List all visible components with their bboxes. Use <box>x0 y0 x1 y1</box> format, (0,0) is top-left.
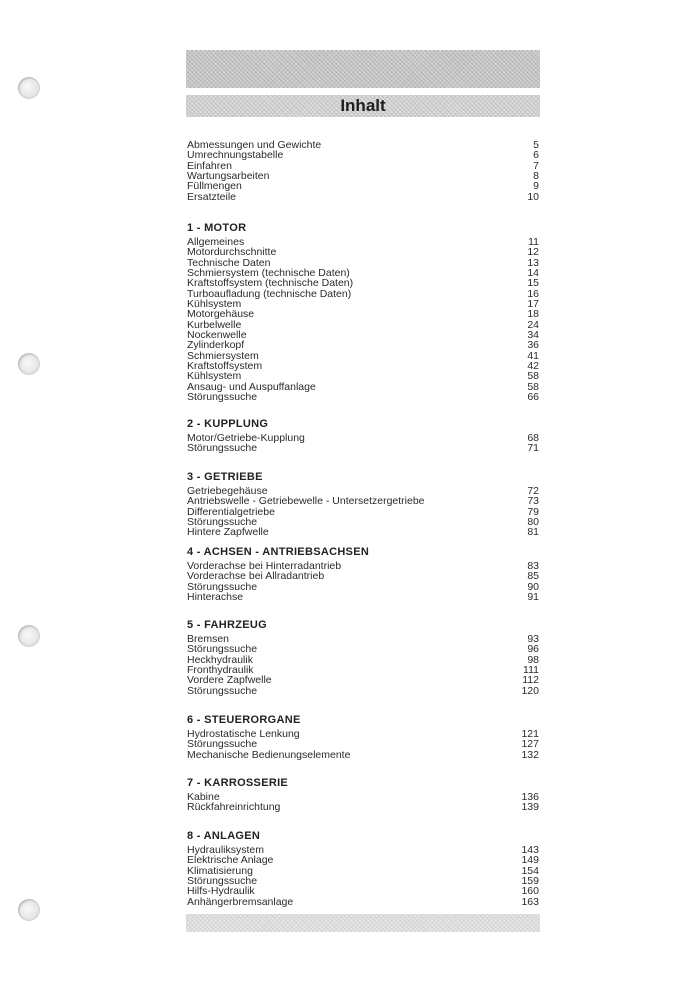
toc-entry-label: Störungssuche <box>187 875 258 888</box>
page-title: Inhalt <box>340 96 386 115</box>
toc-entry-page: 11 <box>528 236 539 248</box>
toc-entry-page: 13 <box>527 256 539 269</box>
toc-entry-label: Ersatzteile <box>187 190 237 203</box>
toc-entry-page: 79 <box>527 505 539 518</box>
toc-entry <box>187 443 539 453</box>
toc-entry-label: Umrechnungstabelle <box>187 149 284 162</box>
toc-entry-page: 5 <box>533 139 539 151</box>
toc-entry-page: 14 <box>527 267 539 280</box>
toc-entry-label: Kühlsystem <box>187 298 242 311</box>
toc-entry-page: 159 <box>521 875 539 888</box>
toc-entry-page: 132 <box>521 748 539 761</box>
toc-entry-page: 90 <box>527 580 539 593</box>
toc-entry-label: Motorgehäuse <box>187 308 255 321</box>
toc-entry-page: 72 <box>527 485 539 497</box>
toc-entry-page: 10 <box>527 190 539 203</box>
toc-entry-page: 91 <box>527 591 539 604</box>
toc-entry-page: 112 <box>522 674 539 687</box>
toc-entry-label: Störungssuche <box>187 738 258 751</box>
toc-entry-page: 24 <box>527 318 539 331</box>
toc-entry-label: Füllmengen <box>187 180 242 193</box>
toc-entry-page: 17 <box>527 298 539 311</box>
toc-entry-label: Störungssuche <box>187 391 258 404</box>
toc-entry <box>187 527 539 537</box>
toc-entry-label: Mechanische Bedienungselemente <box>187 748 351 761</box>
toc-entry <box>187 750 539 760</box>
toc-entry-page: 98 <box>527 653 539 666</box>
toc-section-getriebe <box>187 470 539 538</box>
toc-entry-page: 80 <box>527 516 539 529</box>
toc-entry-label: Einfahren <box>187 159 232 172</box>
toc-section-kupplung <box>187 417 539 454</box>
toc-entry-label: Nockenwelle <box>187 329 247 342</box>
header-pattern-bar <box>186 50 540 88</box>
toc-section-fahrzeug <box>187 618 539 696</box>
binder-hole <box>18 77 40 99</box>
section-heading: 2 - KUPPLUNG <box>187 418 269 430</box>
toc-entry-label: Hinterachse <box>187 591 244 604</box>
toc-entry-page: 111 <box>523 664 539 677</box>
toc-entry-page: 85 <box>527 570 539 583</box>
toc-entry-page: 81 <box>527 526 539 539</box>
toc-entry <box>187 192 539 202</box>
toc-entry-label: Klimatisierung <box>187 864 253 877</box>
toc-entry-page: 16 <box>527 287 539 300</box>
toc-entry-label: Getriebegehäuse <box>187 485 268 497</box>
toc-entry-label: Fronthydraulik <box>187 664 254 677</box>
section-heading: 6 - STEUERORGANE <box>187 714 301 726</box>
toc-entry-label: Vorderachse bei Hinterradantrieb <box>187 560 342 572</box>
toc-entry-page: 7 <box>533 159 539 172</box>
toc-entry <box>187 897 539 907</box>
toc-entry-label: Abmessungen und Gewichte <box>187 139 322 151</box>
toc-entry <box>187 181 539 191</box>
toc-entry-label: Hydrauliksystem <box>187 844 265 856</box>
toc-entry-label: Störungssuche <box>187 580 258 593</box>
toc-entry-label: Kurbelwelle <box>187 318 242 331</box>
toc-entry-label: Zylinderkopf <box>187 339 245 352</box>
toc-entry-label: Antriebswelle - Getriebewelle - Untersetzergetriebe <box>187 495 425 508</box>
toc-section-anlagen <box>187 829 539 907</box>
toc-entry-page: 15 <box>527 277 539 290</box>
toc-entry-label: Allgemeines <box>187 236 245 248</box>
section-heading: 1 - MOTOR <box>187 222 247 234</box>
toc-entry-label: Vordere Zapfwelle <box>187 674 272 687</box>
toc-entry-page: 42 <box>527 360 539 373</box>
toc-entry <box>187 392 539 402</box>
toc-entry-label: Kabine <box>187 791 220 803</box>
binder-hole <box>18 899 40 921</box>
section-heading: 8 - ANLAGEN <box>187 830 261 842</box>
section-heading: 5 - FAHRZEUG <box>187 619 267 631</box>
toc-entry-label: Motor/Getriebe-Kupplung <box>187 432 305 444</box>
toc-entry-page: 58 <box>527 380 539 393</box>
title-banner <box>186 95 540 117</box>
toc-entry-label: Turboaufladung (technische Daten) <box>187 287 352 300</box>
toc-entry-page: 8 <box>533 170 539 183</box>
toc-entry-label: Wartungsarbeiten <box>187 170 270 183</box>
toc-entry-label: Heckhydraulik <box>187 653 253 666</box>
toc-entry-label: Hilfs-Hydraulik <box>187 885 255 898</box>
toc-entry-page: 149 <box>521 854 539 867</box>
toc-entry-page: 34 <box>527 329 539 342</box>
section-heading: 7 - KARROSSERIE <box>187 777 289 789</box>
toc-entry-label: Kühlsystem <box>187 370 242 383</box>
toc-entry-label: Störungssuche <box>187 516 258 529</box>
toc-entry <box>187 686 539 696</box>
toc-entry-label: Differentialgetriebe <box>187 505 275 518</box>
toc-entry-page: 139 <box>521 801 539 814</box>
toc-section-motor <box>187 221 539 403</box>
toc-entry-page: 120 <box>521 684 539 697</box>
toc-entry-label: Vorderachse bei Allradantrieb <box>187 570 325 583</box>
toc-entry-label: Schmiersystem <box>187 349 259 362</box>
toc-entry-label: Anhängerbremsanlage <box>187 895 294 908</box>
toc-entry <box>187 592 539 602</box>
toc-entry-page: 71 <box>527 442 539 455</box>
toc-section-steuerorgane <box>187 713 539 760</box>
toc-entry-label: Bremsen <box>187 633 230 645</box>
toc-entry-page: 96 <box>527 643 539 656</box>
toc-entry <box>187 802 539 812</box>
toc-entry-page: 9 <box>533 180 539 193</box>
toc-entry-label: Schmiersystem (technische Daten) <box>187 267 350 280</box>
toc-entry-label: Kraftstoffsystem (technische Daten) <box>187 277 354 290</box>
toc-entry-label: Ansaug- und Auspuffanlage <box>187 380 316 393</box>
toc-entry-label: Störungssuche <box>187 643 258 656</box>
binder-hole <box>18 353 40 375</box>
section-heading: 3 - GETRIEBE <box>187 471 263 483</box>
toc-entry-label: Technische Daten <box>187 256 271 269</box>
toc-entry-page: 12 <box>527 246 539 259</box>
toc-entry-label: Störungssuche <box>187 442 258 455</box>
toc-entry-page: 154 <box>521 864 539 877</box>
section-heading: 4 - ACHSEN - ANTRIEBSACHSEN <box>187 546 370 558</box>
toc-entry-page: 6 <box>533 149 539 162</box>
toc-entry-label: Hydrostatische Lenkung <box>187 728 300 740</box>
toc-entry-page: 58 <box>527 370 539 383</box>
toc-entry-page: 127 <box>521 738 539 751</box>
toc-entry-page: 66 <box>527 391 539 404</box>
toc-entry-page: 121 <box>521 728 539 740</box>
toc-entry <box>187 150 539 160</box>
toc-entry-page: 73 <box>527 495 539 508</box>
binder-hole <box>18 625 40 647</box>
toc-entry-page: 18 <box>527 308 539 321</box>
toc-entry-page: 93 <box>527 633 539 645</box>
toc-entry-label: Motordurchschnitte <box>187 246 277 259</box>
toc-entry-page: 36 <box>527 339 539 352</box>
toc-entry-page: 143 <box>521 844 539 856</box>
toc-entry-page: 160 <box>521 885 539 898</box>
toc-section-achsen <box>187 545 539 602</box>
toc-entry-label: Störungssuche <box>187 684 258 697</box>
toc-section-karrosserie <box>187 776 539 813</box>
toc-section-intro <box>187 140 539 202</box>
toc-entry-label: Elektrische Anlage <box>187 854 274 867</box>
toc-entry-page: 136 <box>521 791 539 803</box>
toc-entry-page: 68 <box>527 432 539 444</box>
toc-entry-page: 41 <box>527 349 539 362</box>
toc-entry-page: 83 <box>527 560 539 572</box>
toc-entry-label: Rückfahreinrichtung <box>187 801 281 814</box>
footer-pattern-bar <box>186 914 540 932</box>
toc-entry-page: 163 <box>521 895 539 908</box>
toc-entry-label: Hintere Zapfwelle <box>187 526 269 539</box>
toc-entry-label: Kraftstoffsystem <box>187 360 263 373</box>
